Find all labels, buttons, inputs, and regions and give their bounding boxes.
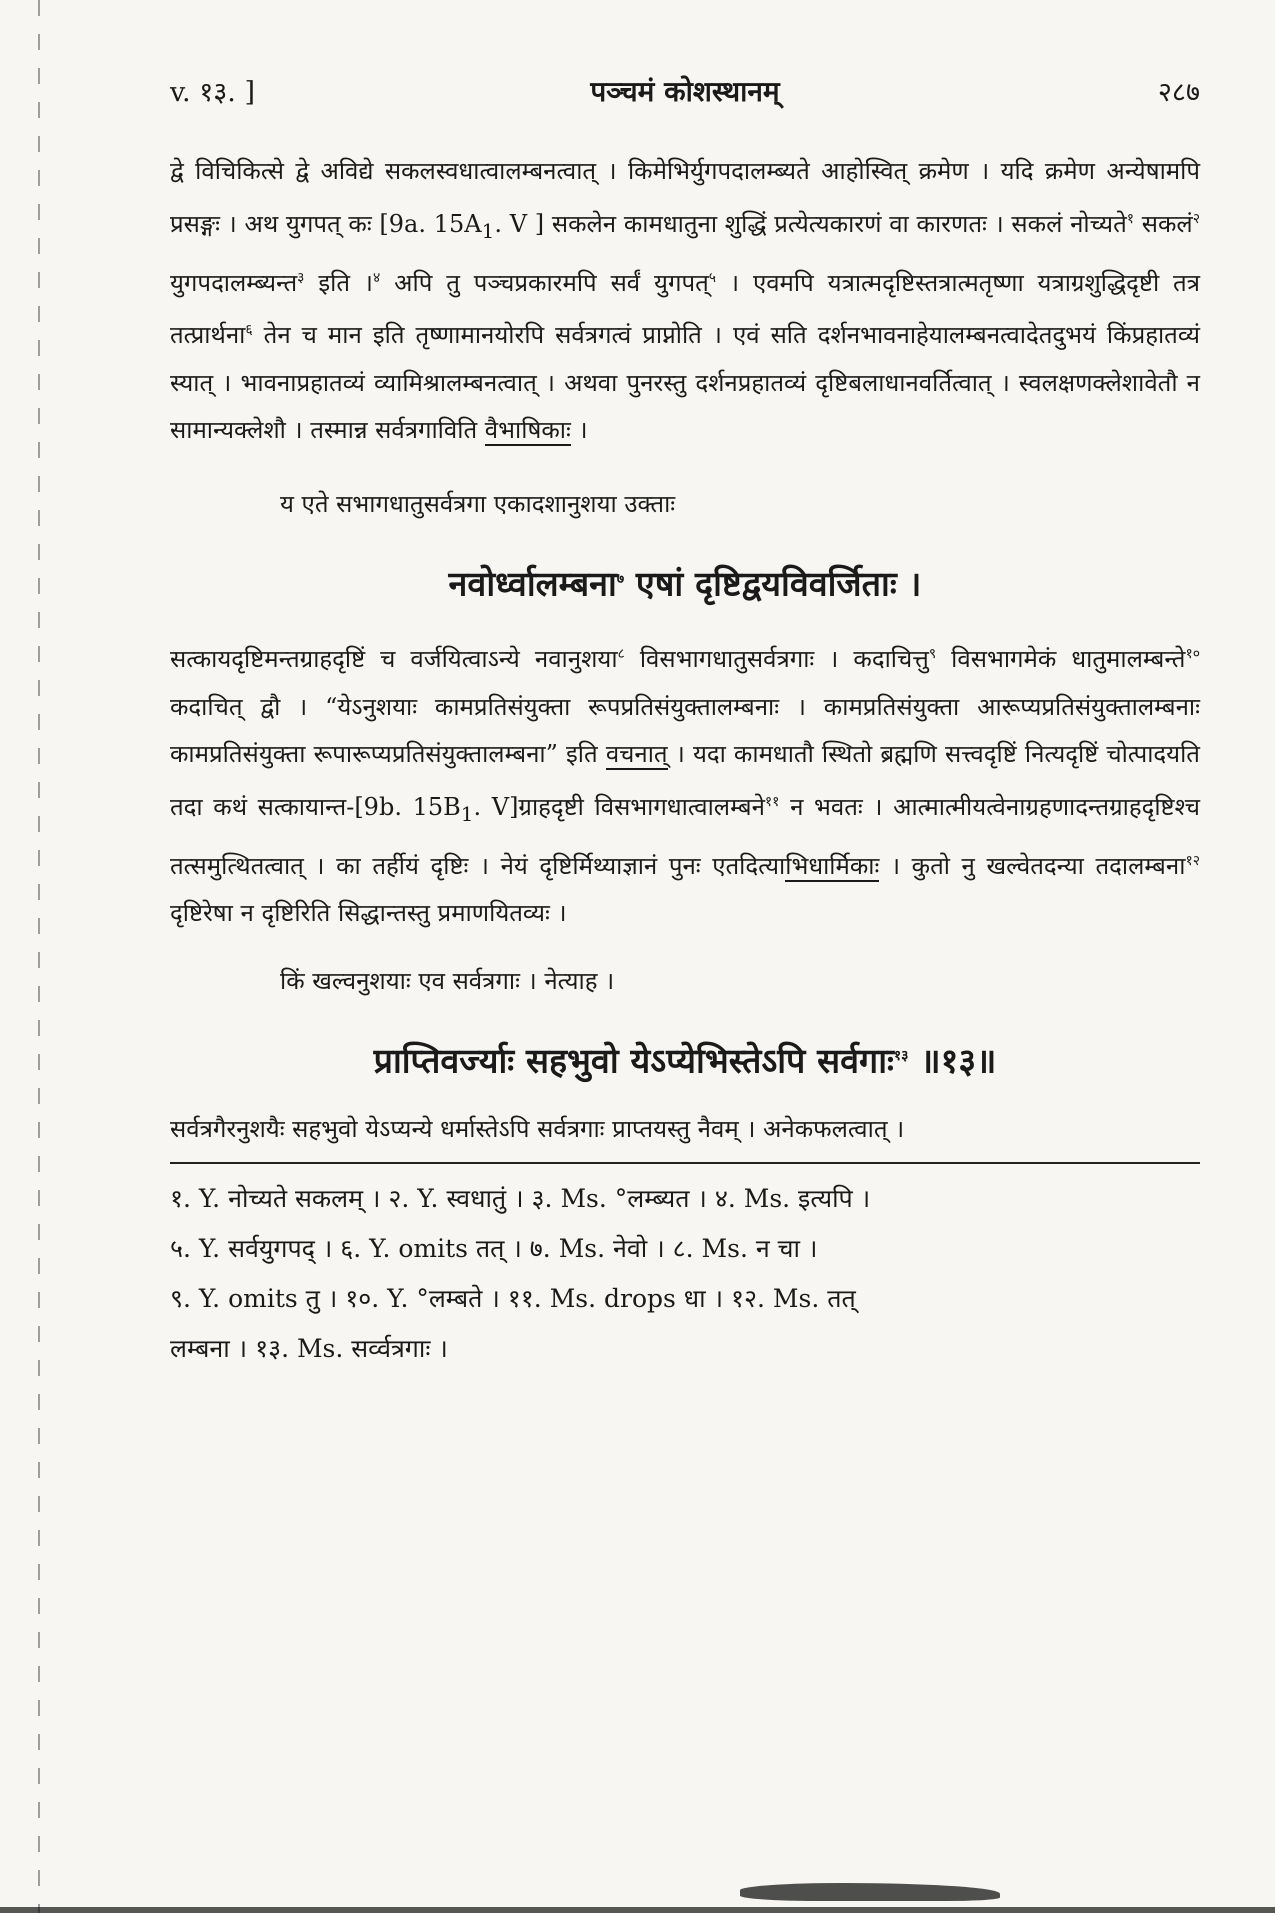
underlined-word: वचनात्: [605, 740, 668, 769]
karika-verse-1: नवोर्ध्वालम्बना$^७$ एषां दृष्टिद्वयविवर्जिताः ।: [448, 564, 922, 605]
school-name-underlined: वैभाषिकाः: [484, 416, 571, 445]
footnotes: [170, 1174, 1200, 1374]
page-number: २८७: [1157, 77, 1200, 108]
page-body: [170, 148, 1200, 1374]
verse-reference: v. १३. ]: [170, 77, 255, 108]
footnote-line: १. Y. नोच्यते सकलम् । २. Y. स्वधातुं । ३. Ms. °लम्ब्यत । ४. Ms. इत्यपि ।: [170, 1183, 871, 1213]
chapter-title: पञ्चमं कोशस्थानम्: [590, 75, 780, 108]
footnote-line: ५. Y. सर्वयुगपद् । ६. Y. omits तत् । ७. Ms. नेवो । ८. Ms. न चा ।: [170, 1233, 818, 1263]
page-header: [170, 72, 1200, 112]
footnote-line: लम्बना । १३. Ms. सर्व्वत्रगाः ।: [170, 1333, 448, 1363]
commentary-paragraph-3: सर्वत्रगैरनुशयैः सहभुवो येऽप्यन्ये धर्मास्तेऽपि सर्वत्रगाः प्राप्तयस्तु नैवम् । अनेकफलत्वात् ।: [170, 1115, 905, 1144]
commentary-paragraph-2: सत्कायदृष्टिमन्तग्राहदृष्टिं च वर्जयित्वाऽन्ये नवानुशया$^८$ विसभागधातुसर्वत्रगाः । कदाचित्तु$^९$ विसभागमेकं धातुमालम्बन्ते$^{१०}$ कदाचित् द्वौ । “येऽनुशयाः कामप्रतिसंयुक्ता रूपप्रतिसंयुक्तालम्बनाः । कामप्रतिसंयुक्ता आरूप्यप्रतिसंयुक्तालम्बनाः कामप्रतिसंयुक्ता रूपारूप्यप्रतिसंयुक्तालम्बना” इति वचनात् । यदा कामधातौ स्थितो ब्रह्मणि सत्त्वदृष्टिं नित्यदृष्टिं चोत्पादयति तदा कथं सत्कायान्त-[9b. $15B_1$. V]ग्राहदृष्टी विसभागधात्वालम्बने$^{११}$ न भवतः । आत्मात्मीयत्वेनाग्रहणादन्तग्राहदृष्टिश्च तत्समुत्थितत्वात् । का तर्हीयं दृष्टिः । नेयं दृष्टिर्मिथ्याज्ञानं पुनः एतदित्याभिधार्मिकाः । कुतो नु खल्वेतदन्या तदालम्बना$^{१२}$ दृष्टिरेषा न दृष्टिरिति सिद्धान्तस्तु प्रमाणयितव्यः ।: [170, 645, 1201, 928]
scan-bottom-shadow: [0, 1883, 1275, 1913]
scan-ink-blot: [740, 1883, 1000, 1901]
footnote-line: ९. Y. omits तु । १०. Y. °लम्बते । ११. Ms. drops धा । १२. Ms. तत्: [170, 1283, 856, 1313]
lead-in-line-2: किं खल्वनुशयाः एव सर्वत्रगाः । नेत्याह ।: [280, 966, 615, 995]
school-name-underlined-2: भिधार्मिकाः: [785, 851, 880, 880]
commentary-paragraph-1: द्वे विचिकित्से द्वे अविद्ये सकलस्वधात्वालम्बनत्वात् । किमेभिर्युगपदालम्ब्यते आहोस्वित् क्रमेण । यदि क्रमेण अन्येषामपि प्रसङ्गः । अथ युगपत् कः [9a. $15A_1$. V ] सकलेन कामधातुना शुद्धिं प्रत्येत्यकारणं वा कारणतः । सकलं नोच्यते$^१$ सकलं$^२$ युगपदालम्ब्यन्त$^३$ इति ।$^४$ अपि तु पञ्चप्रकारमपि सर्वं युगपत्$^५$ । एवमपि यत्रात्मदृष्टिस्तत्रात्मतृष्णा यत्राग्रशुद्धिदृष्टी तत्र तत्प्रार्थना$^६$ तेन च मान इति तृष्णामानयोरपि सर्वत्रगत्वं प्राप्नोति । एवं सति दर्शनभावनाहेयालम्बनत्वादेतदुभयं किंप्रहातव्यं स्यात् । भावनाप्रहातव्यं व्यामिश्रालम्बनत्वात् । अथवा पुनरस्तु दर्शनप्रहातव्यं दृष्टिबलाधानवर्तित्वात् । स्वलक्षणक्लेशावेतौ न सामान्यक्लेशौ । तस्मान्न सर्वत्रगाविति वैभाषिकाः ।: [170, 157, 1200, 445]
karika-verse-2: प्राप्तिवर्ज्याः सहभुवो येऽप्येभिस्तेऽपि सर्वगाः$^{१३}$ ॥१३॥: [373, 1041, 997, 1082]
lead-in-line-1: य एते सभागधातुसर्वत्रगा एकादशानुशया उक्ताः: [280, 489, 676, 518]
footnote-separator: [170, 1162, 1200, 1164]
scan-edge: [38, 0, 40, 1913]
